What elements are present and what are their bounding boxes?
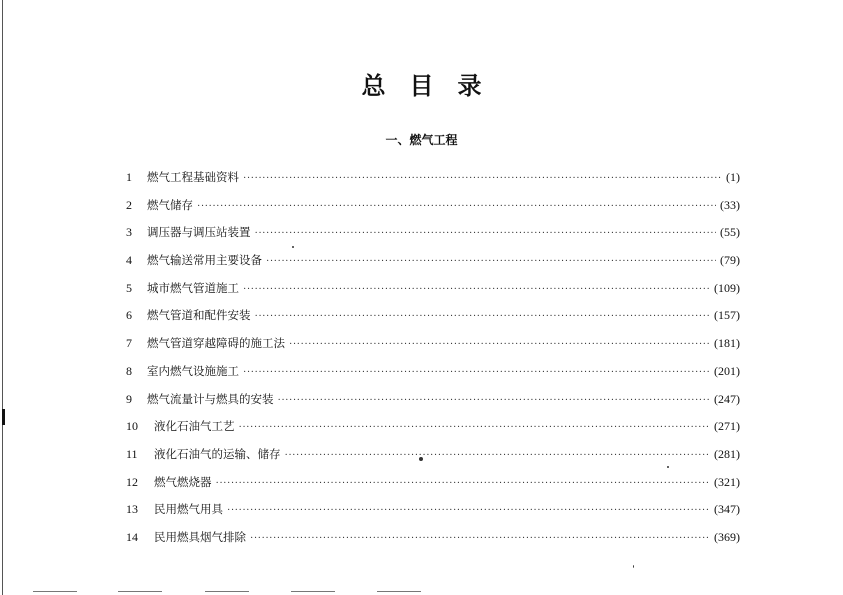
toc-entry-number: 7 (126, 336, 132, 351)
toc-entry-label: 液化石油气工艺 (154, 419, 235, 434)
toc-entry-label: 民用燃气用具 (154, 502, 223, 517)
toc-leader-dots (289, 331, 710, 359)
toc-entry-page: (181) (714, 336, 740, 351)
toc-entry-number: 12 (126, 474, 138, 489)
toc-leader-dots (243, 359, 710, 387)
scan-edge-mark (2, 409, 5, 425)
toc-entry-page: (33) (720, 197, 740, 212)
toc-entry[interactable] (126, 330, 740, 358)
toc-leader-dots (255, 220, 717, 248)
bottom-rule (118, 591, 162, 592)
toc-leader-dots (243, 276, 710, 304)
toc-entry-label: 燃气流量计与燃具的安装 (147, 391, 274, 406)
section-title: 一、燃气工程 (385, 133, 458, 147)
toc-leader-dots (285, 442, 711, 470)
toc-entry-number: 11 (126, 446, 138, 461)
toc-entry-label: 民用燃具烟气排除 (154, 529, 246, 544)
toc-entry-page: (271) (714, 419, 740, 434)
toc-leader-dots (243, 165, 722, 193)
toc-entry-label: 燃气管道和配件安装 (147, 308, 251, 323)
toc-entry-label: 城市燃气管道施工 (147, 280, 239, 295)
toc-entry-page: (157) (714, 308, 740, 323)
toc-entry-page: (79) (720, 253, 740, 268)
toc-entry-number: 14 (126, 529, 138, 544)
toc-entry-label: 调压器与调压站装置 (147, 225, 251, 240)
scan-speck (633, 565, 634, 568)
toc-leader-dots (227, 497, 710, 525)
toc-entry[interactable] (126, 164, 740, 192)
toc-entry-number: 5 (126, 280, 132, 295)
toc-entry-label: 室内燃气设施施工 (147, 363, 239, 378)
scan-speck (292, 246, 294, 248)
toc-entry[interactable] (126, 358, 740, 386)
toc-entry-page: (281) (714, 446, 740, 461)
toc-entry-number: 3 (126, 225, 132, 240)
toc-entry-page: (347) (714, 502, 740, 517)
toc-leader-dots (255, 303, 711, 331)
toc-leader-dots (250, 525, 710, 553)
toc-entry-page: (1) (726, 170, 740, 184)
toc-entry[interactable] (126, 524, 740, 552)
toc-entry-page: (201) (714, 363, 740, 378)
toc-entry-number: 13 (126, 502, 138, 517)
toc-entry[interactable] (126, 496, 740, 524)
toc-entry-number: 2 (126, 197, 132, 212)
toc-entry[interactable] (126, 413, 740, 441)
bottom-rule (205, 591, 249, 592)
toc-entry-number: 10 (126, 419, 138, 434)
toc-entry[interactable] (126, 247, 740, 275)
toc-entry-page: (321) (714, 474, 740, 489)
toc-entry[interactable] (126, 302, 740, 330)
toc-entry[interactable] (126, 192, 740, 220)
toc-entry[interactable] (126, 469, 740, 497)
toc-entry-number: 8 (126, 363, 132, 378)
toc-entry-number: 6 (126, 308, 132, 323)
toc-leader-dots (216, 470, 711, 498)
bottom-rule (291, 591, 335, 592)
bottom-rule (377, 591, 421, 592)
toc-leader-dots (278, 387, 711, 415)
scan-speck (667, 466, 669, 468)
toc-leader-dots (239, 414, 711, 442)
toc-entry-label: 燃气燃烧器 (154, 474, 212, 489)
toc-entry-page: (109) (714, 280, 740, 295)
toc-entry[interactable] (126, 275, 740, 303)
toc-entry-label: 燃气管道穿越障碍的施工法 (147, 336, 285, 351)
toc-entry-number: 9 (126, 391, 132, 406)
toc-entry-page: (55) (720, 225, 740, 240)
page-title: 总目录 (361, 72, 506, 100)
toc-entry[interactable] (126, 441, 740, 469)
toc-entry-label: 燃气工程基础资料 (147, 170, 239, 184)
toc-entry[interactable] (126, 219, 740, 247)
table-of-contents (126, 164, 740, 552)
toc-entry-page: (369) (714, 529, 740, 544)
toc-entry-page: (247) (714, 391, 740, 406)
bottom-rule (33, 591, 77, 592)
toc-entry-label: 燃气储存 (147, 197, 193, 212)
toc-leader-dots (266, 248, 716, 276)
toc-entry-number: 1 (126, 170, 132, 184)
toc-entry-number: 4 (126, 253, 132, 268)
toc-leader-dots (197, 193, 716, 221)
toc-entry-label: 液化石油气的运输、储存 (154, 446, 281, 461)
toc-entry-label: 燃气输送常用主要设备 (147, 253, 262, 268)
toc-entry[interactable] (126, 386, 740, 414)
scan-speck (419, 457, 423, 461)
